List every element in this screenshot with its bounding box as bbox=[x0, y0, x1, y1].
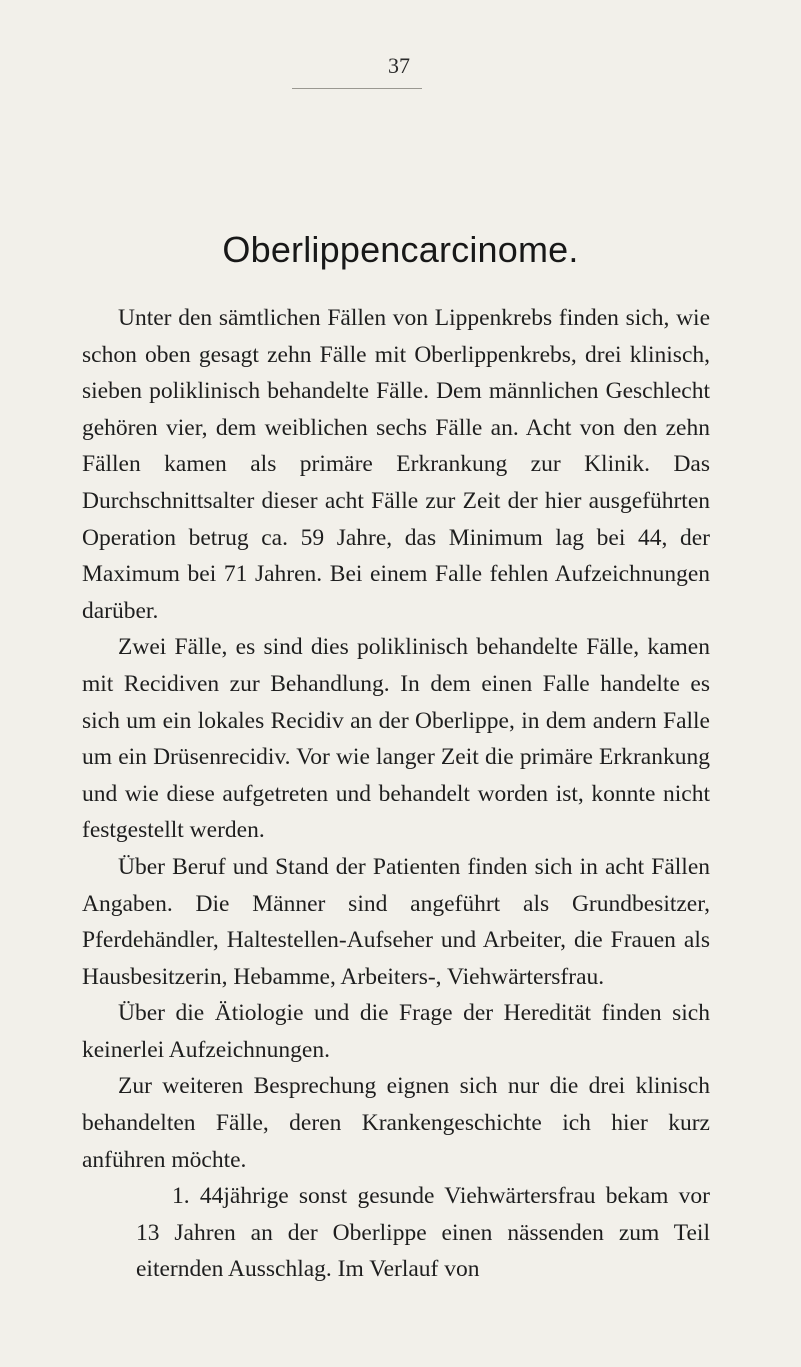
paragraph: Zwei Fälle, es sind dies poliklinisch behandelte Fälle, kamen mit Recidiven zur Behandlung. In dem einen Falle handelte es sich um ein lokales Recidiv an der Oberlippe, in dem andern Falle um ein Drüsenrecidiv. Vor wie langer Zeit die primäre Erkrankung und wie diese aufgetreten und behandelt worden ist, konnte nicht festgestellt werden. bbox=[82, 634, 710, 844]
body-text bbox=[82, 300, 710, 1288]
paragraph: Über die Ätiologie und die Frage der Heredität finden sich keinerlei Aufzeichnungen. bbox=[82, 1000, 710, 1063]
paragraph: Über Beruf und Stand der Patienten finden sich in acht Fällen Angaben. Die Männer sind angeführt als Grundbesitzer, Pferdehändler, Haltestellen-Aufseher und Arbeiter, die Frauen als Hausbesitzerin, Hebamme, Arbeiters-, Viehwärtersfrau. bbox=[82, 853, 710, 990]
section-title: Oberlippencarcinome. bbox=[222, 229, 579, 270]
enumerated-case: 1. 44jährige sonst gesunde Viehwärtersfrau bekam vor 13 Jahren an der Oberlippe einen nässenden zum Teil eiternden Ausschlag. Im Verlauf von bbox=[136, 1183, 710, 1283]
paragraph: Zur weiteren Besprechung eignen sich nur die drei klinisch behandelten Fälle, deren Krankengeschichte ich hier kurz anführen möchte. bbox=[82, 1073, 710, 1173]
page-number: 37 bbox=[388, 53, 410, 78]
header-rule bbox=[292, 88, 422, 89]
paragraph: Unter den sämtlichen Fällen von Lippenkrebs finden sich, wie schon oben gesagt zehn Fälle mit Oberlippenkrebs, drei klinisch, sieben poliklinisch behandelte Fälle. Dem männlichen Geschlecht gehören vier, dem weiblichen sechs Fälle an. Acht von den zehn Fällen kamen als primäre Erkrankung zur Klinik. Das Durchschnittsalter dieser acht Fälle zur Zeit der hier ausgeführten Operation betrug ca. 59 Jahre, das Minimum lag bei 44, der Maximum bei 71 Jahren. Bei einem Falle fehlen Aufzeichnungen darüber. bbox=[82, 305, 710, 624]
